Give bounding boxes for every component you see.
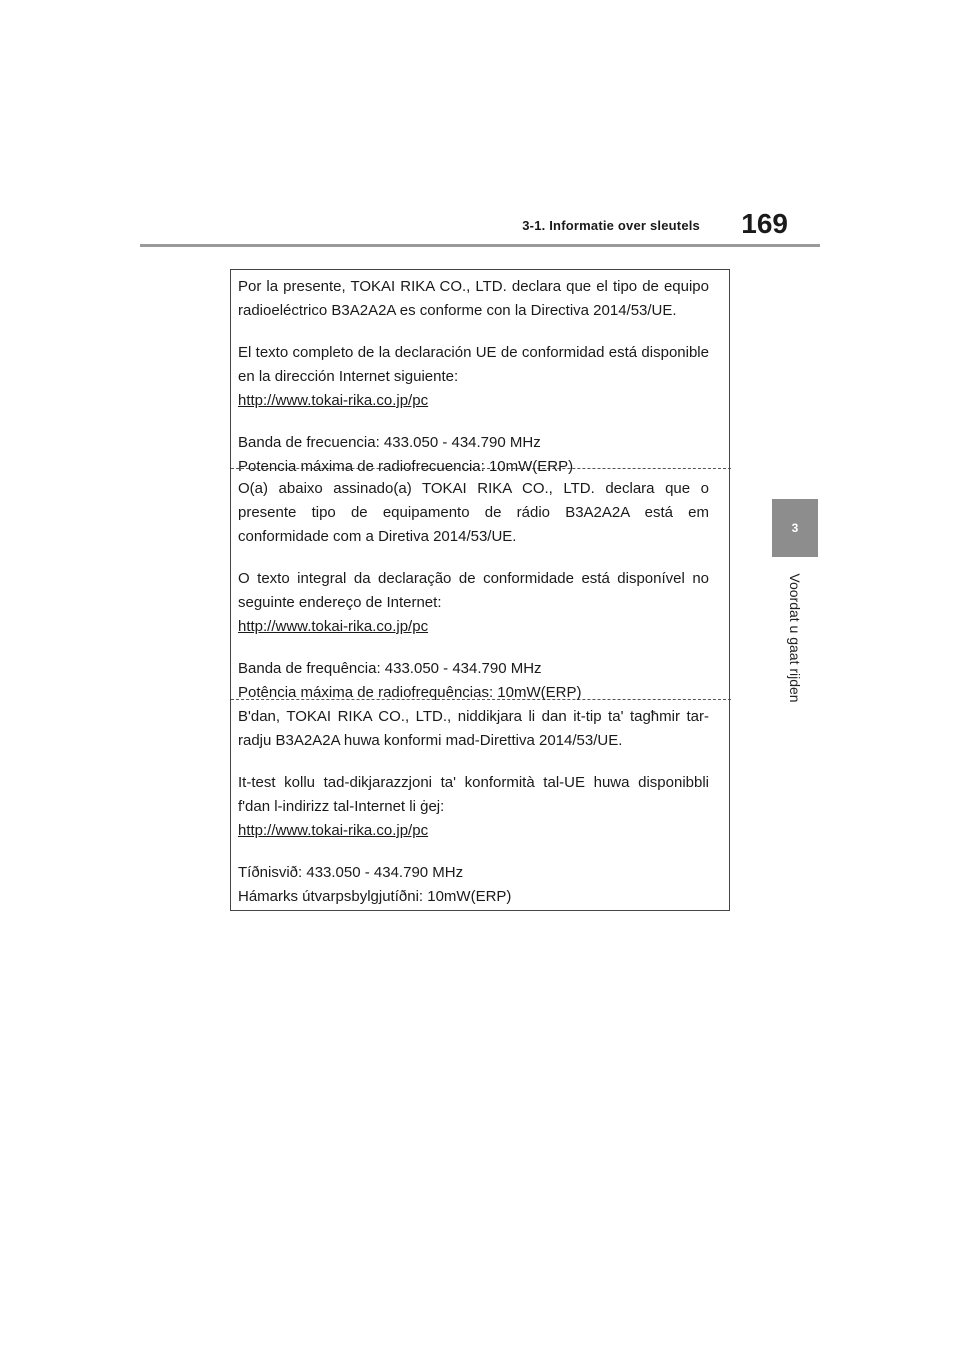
max-power: Potência máxima de radiofrequências: 10mW(ERP) [238, 684, 582, 701]
frequency-band: Tíðnisvið: 433.050 - 434.790 MHz [238, 864, 464, 881]
declaration-availability: O texto integral da declaração de conformidade está disponível no seguinte endereço de Internet: [238, 570, 709, 611]
page-number: 169 [741, 208, 788, 239]
chapter-tab [772, 499, 818, 557]
max-power: Potencia máxima de radiofrecuencia: 10mW(ERP) [238, 458, 574, 475]
frequency-band: Banda de frecuencia: 433.050 - 434.790 MHz [238, 434, 541, 451]
declaration-intro: Por la presente, TOKAI RIKA CO., LTD. declara que el tipo de equipo radioeléctrico B3A2A2A es conforme con la Directiva 2014/53/UE. [238, 278, 709, 319]
declaration-intro: B'dan, TOKAI RIKA CO., LTD., niddikjara li dan it-tip ta' tagħmir tar-radju B3A2A2A huwa konformi mad-Direttiva 2014/53/UE. [238, 708, 709, 749]
section-title: 3-1. Informatie over sleutels [522, 218, 700, 233]
chapter-title: Voordat u gaat rijden [787, 573, 803, 703]
declaration-availability: El texto completo de la declaración UE de conformidad está disponible en la dirección Internet siguiente: [238, 344, 709, 385]
declaration-box [230, 269, 730, 911]
declaration-intro: O(a) abaixo assinado(a) TOKAI RIKA CO., LTD. declara que o presente tipo de equipamento de rádio B3A2A2A está em conformidade com a Diretiva 2014/53/UE. [238, 480, 709, 545]
declaration-url: http://www.tokai-rika.co.jp/pc [238, 618, 429, 635]
declaration-url: http://www.tokai-rika.co.jp/pc [238, 392, 429, 409]
declaration-availability: It-test kollu tad-dikjarazzjoni ta' konformità tal-UE huwa disponibbli f'dan l-indirizz tal-Internet li ġej: [238, 774, 709, 815]
max-power: Hámarks útvarpsbylgjutíðni: 10mW(ERP) [238, 888, 512, 905]
header-divider [140, 244, 820, 247]
chapter-number: 3 [791, 521, 799, 535]
declaration-spanish [231, 270, 731, 475]
frequency-band: Banda de frequência: 433.050 - 434.790 MHz [238, 660, 542, 677]
declaration-url: http://www.tokai-rika.co.jp/pc [238, 822, 429, 839]
declaration-maltese [231, 700, 731, 910]
declaration-portuguese [231, 469, 731, 700]
